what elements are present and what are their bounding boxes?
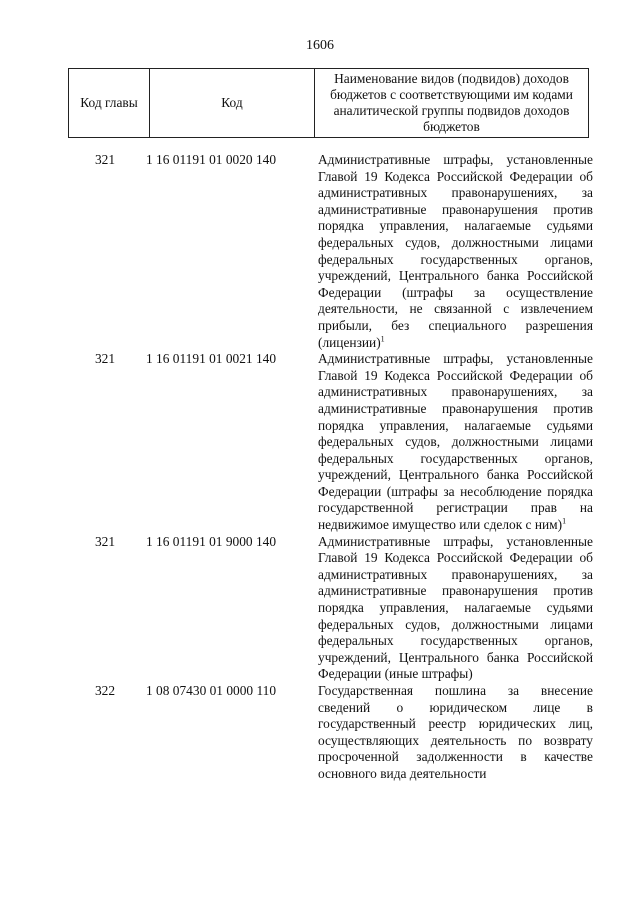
- row-code: 1 16 01191 01 9000 140: [146, 533, 277, 549]
- table-row: [68, 683, 593, 783]
- row-chapter: 321: [94, 533, 116, 549]
- header-chapter-code: Код главы: [69, 69, 150, 138]
- table-header: [68, 68, 589, 138]
- row-chapter: 321: [94, 152, 116, 167]
- row-name: [318, 152, 593, 351]
- row-name: [318, 351, 593, 534]
- table-row: [68, 533, 593, 683]
- page-number: 1606: [306, 38, 334, 53]
- header-name: Наименование видов (подвидов) доходов бюджетов с соответствующими им кодами аналитической группы подвидов доходов бюджетов: [315, 69, 589, 138]
- row-name-text: Административные штрафы, установленные Главой 19 Кодекса Российской Федерации об административных правонарушениях, за административные правонарушения против порядка управления, налагаемые судьями федеральных судов, должностными лицами федеральных государственных органов, учреждений, Центрального банка Российской Федерации (штрафы за осуществление деятельности, не связанной с извлечением прибыли, без специального разрешения (лицензии): [318, 152, 593, 350]
- footnote-marker: 1: [562, 516, 567, 526]
- table-body: [68, 152, 593, 783]
- row-chapter: 321: [94, 351, 116, 367]
- row-code: 1 08 07430 01 0000 110: [146, 683, 277, 698]
- row-name-text: Административные штрафы, установленные Главой 19 Кодекса Российской Федерации об административных правонарушениях, за административные правонарушения против порядка управления, налагаемые судьями федеральных судов, должностными лицами федеральных государственных органов, учреждений, Центрального банка Российской Федерации (штрафы за несоблюдение порядка государственной регистрации прав на недвижимое имущество или сделок с ним): [318, 351, 593, 533]
- table-row: [68, 351, 593, 534]
- header-code: Код: [150, 69, 315, 138]
- footnote-marker: 1: [380, 334, 385, 344]
- row-name: [318, 534, 593, 683]
- row-name-text: Административные штрафы, установленные Главой 19 Кодекса Российской Федерации об административных правонарушениях, за административные правонарушения против порядка управления, налагаемые судьями федеральных судов, должностными лицами федеральных государственных органов, учреждений, Центрального банка Российской Федерации (иные штрафы): [318, 533, 593, 682]
- row-code: 1 16 01191 01 0020 140: [146, 152, 277, 167]
- row-name: [318, 683, 593, 783]
- row-name-text: Государственная пошлина за внесение сведений о юридическом лице в государственный реестр юридических лиц, осуществляющих деятельность по возврату просроченной задолженности в качестве основного вида деятельности: [318, 683, 593, 781]
- table-row: [68, 152, 593, 351]
- row-code: 1 16 01191 01 0021 140: [146, 351, 277, 367]
- row-chapter: 322: [94, 683, 116, 698]
